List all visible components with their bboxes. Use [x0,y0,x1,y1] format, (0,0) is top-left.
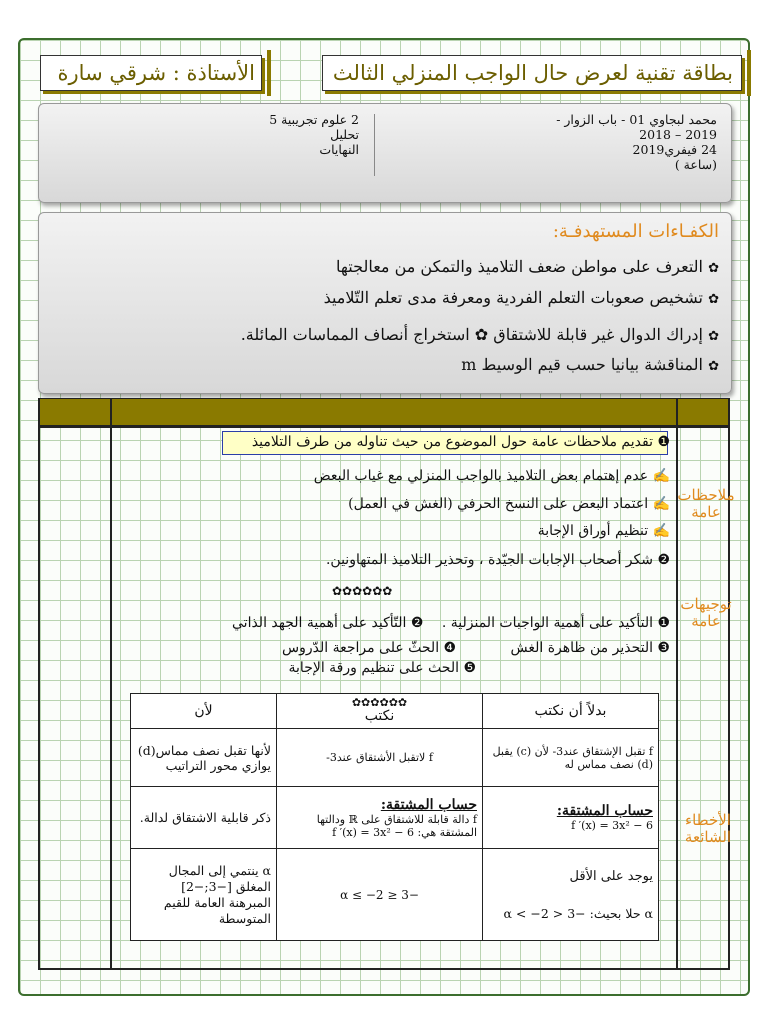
competencies-title: الكفـاءات المستهدفـة: [552,221,719,242]
info-panel [38,103,732,203]
flower-bullet-icon: ✿ [708,261,719,276]
frame-bottom-border [38,968,730,970]
reason-cell: α ينتمي إلى المجال المغلق [−3;−2] المبرهنة العامة للقيم المتوسطة [131,849,277,941]
competency-item: ✿ تشخيص صعوبات التعلم الفردية ومعرفة مدى تعلم التّلاميذ [323,288,719,307]
frame-right-border [728,398,730,970]
stars-divider: ✿✿✿✿✿✿ [351,696,408,709]
pencil-icon: ✍ [652,523,670,539]
note-item: ✍ اعتماد البعض على النسخ الحرفي (الغش في العمل) [348,496,670,512]
teacher-name: الأستاذة : شرقي سارة [57,61,255,85]
table-header-bar [38,398,730,426]
note-item: ✍ عدم إهتمام بعض التلاميذ بالواجب المنزلي مع غياب البعض [313,468,670,484]
session-duration: (ساعة ) [674,157,717,172]
note-thanks: ❷ شكر أصحاب الإجابات الجيّدة ، وتحذير التلاميذ المتهاونين. [325,552,670,568]
school-year: 2019 – 2018 [639,127,717,142]
competency-item: ✿ التعرف على مواطن ضعف التلاميذ والتمكن من معالجتها [336,257,719,276]
flower-bullet-icon: ✿ [708,359,719,374]
competencies-panel [38,212,732,394]
column-header: بدلاً أن نكتب [483,694,659,729]
frame-left-border [38,398,40,970]
class-level: 2 علوم تجريبية 5 [269,112,359,127]
guidance-item: ❶ التأكيد على أهمية الواجبات المنزلية . [441,615,670,631]
column-divider [110,398,112,970]
wrong-writing-cell: حساب المشتقة: f ′(x) = 3x² − 6 [483,787,659,849]
teacher-name-box [40,55,262,91]
general-notes-label: ملاحظات عامة [677,486,735,521]
correct-writing-cell: حساب المشتقة: f دالة قابلة للاشتقاق على ℝ ودالتها المشتقة هي: f ′(x) = 3x² − 6 [277,787,483,849]
circled-number-icon: ❶ [657,434,670,450]
reason-cell: ذكر قابلية الاشتقاق لدالة. [131,787,277,849]
guidance-item: ❹ الحثّ على مراجعة الدّروس [282,640,457,656]
circled-number-icon: ❷ [657,552,670,568]
flower-bullet-icon: ✿ [708,329,719,344]
school-info [417,112,717,172]
pencil-icon: ✍ [652,496,670,512]
column-header: لأن [131,694,277,729]
table-row [131,849,659,941]
page-title [322,55,742,91]
correct-writing-cell: −3 ≤ α ≤ −2 [277,849,483,941]
school-name: محمد لبجاوي 01 - باب الزوار - [556,112,717,127]
wrong-writing-cell: f تقبل الإشتقاق عند3- لأن (c) يقبل (d) نصف مماس له [483,729,659,787]
competency-item: ✿ المناقشة بيانيا حسب قيم الوسيط m [461,355,719,374]
stars-divider: ✿✿✿✿✿✿ [332,584,393,598]
unit-name: النهايات [319,142,359,157]
class-info [199,112,359,157]
header-bottom-line [38,426,730,428]
guidance-item: ❷ التّأكيد على أهمية الجهد الذاتي [232,615,424,631]
teacher-accent-bar [267,50,271,96]
table-row [131,787,659,849]
table-row [131,729,659,787]
wrong-writing-cell: يوجد على الأقل α حلا بحيث: −3 < α < −2 [483,849,659,941]
session-date: 24 فيفري2019 [632,142,717,157]
correct-writing-cell: f لاتقبل الأشتقاق عند3- [277,729,483,787]
guidance-item: ❸ التحذير من ظاهرة الغش [510,640,670,656]
info-divider [374,114,375,176]
common-errors-table [130,693,659,941]
title-accent-bar [747,50,751,96]
reason-cell: لأنها تقبل نصف مماس(d) يوازي محور التراتيب [131,729,277,787]
common-errors-label: الأخطاء الشائعة [684,811,732,846]
notes-intro: ❶ تقديم ملاحظات عامة حول الموضوع من حيث تناوله من طرف التلاميذ [251,434,670,450]
pencil-icon: ✍ [652,468,670,484]
column-divider [676,398,678,970]
domain-name: تحليل [330,127,359,142]
page-title-text: بطاقة تقنية لعرض حال الواجب المنزلي الثالث [332,61,733,85]
competency-item: ✿ إدراك الدوال غير قابلة للاشتقاق ✿ استخراج أنصاف المماسات المائلة. [240,325,719,344]
note-item: ✍ تنظيم أوراق الإجابة [537,523,670,539]
flower-bullet-icon: ✿ [708,292,719,307]
general-guidance-label: توجيهات عامة [680,595,732,630]
table-header-row [131,694,659,729]
guidance-item: ❺ الحث على تنظيم ورقة الإجابة [288,660,476,676]
column-header: ✿✿✿✿✿✿ نكتب [277,694,483,729]
